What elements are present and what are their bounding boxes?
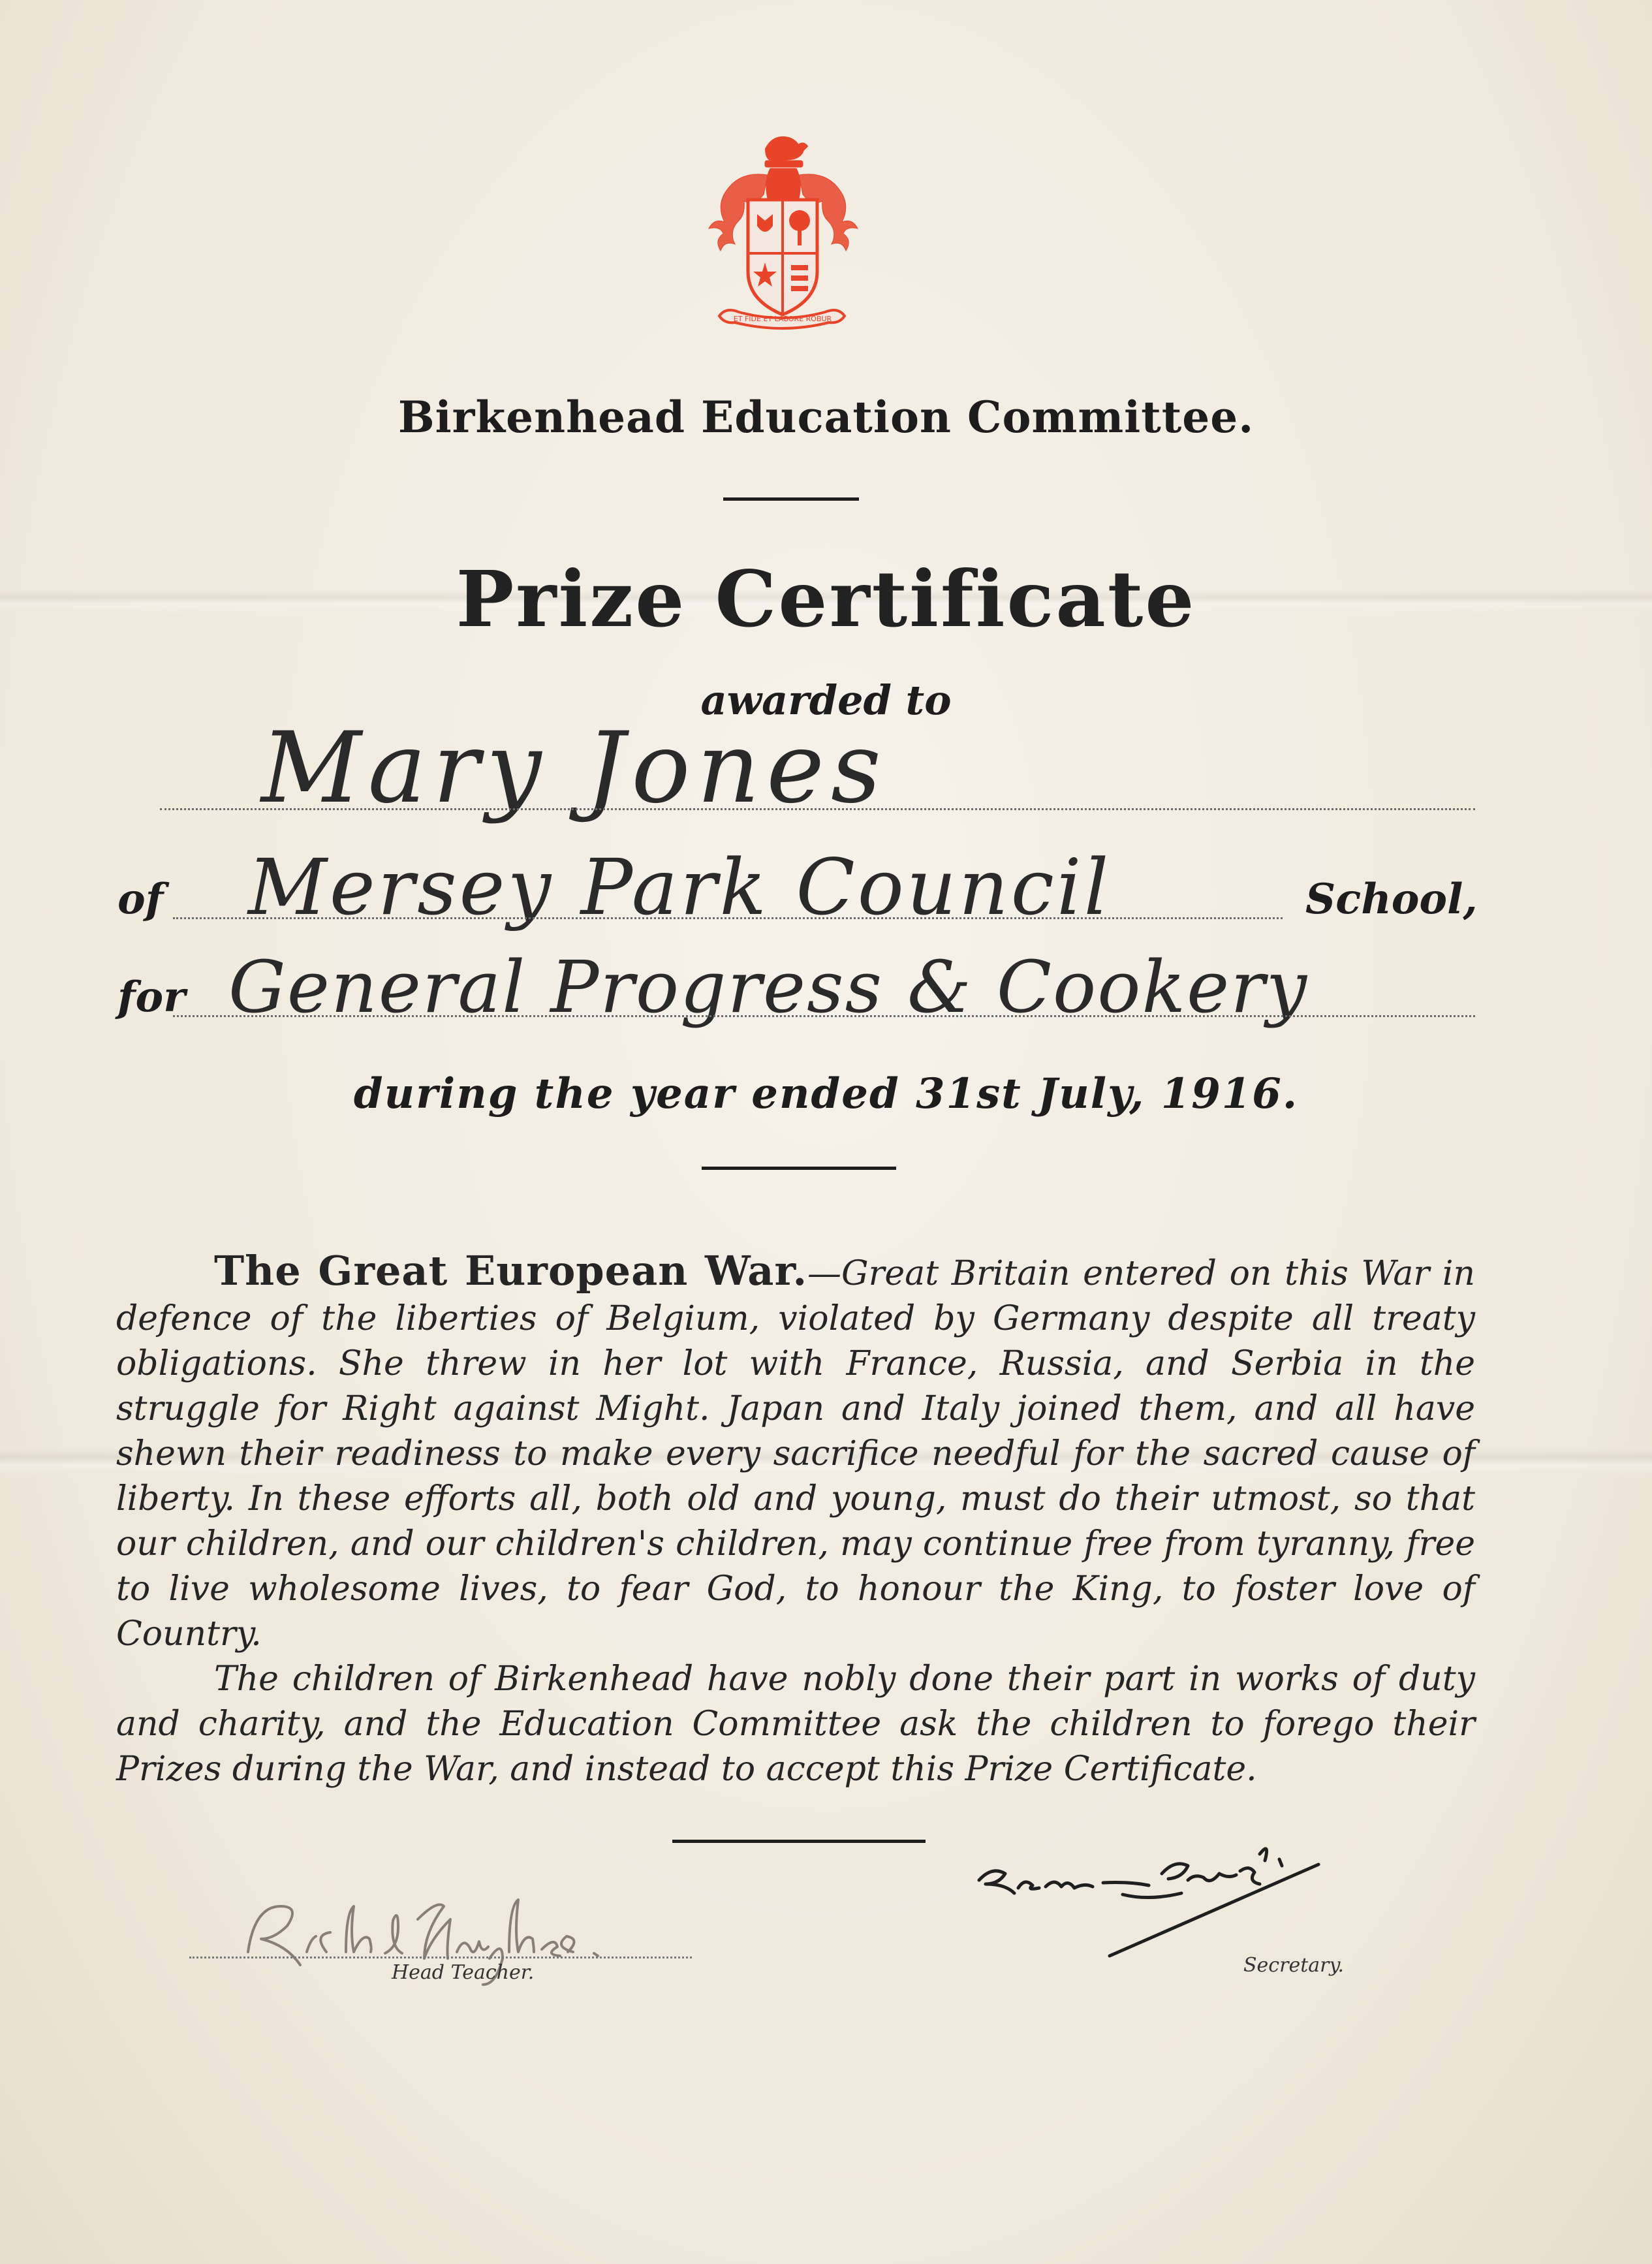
head-teacher-signature-line: [189, 1957, 692, 1958]
divider: [723, 497, 859, 501]
school-dotted-line: [173, 917, 1283, 919]
secretary-label: Secretary.: [1243, 1954, 1344, 1977]
body-paragraph-1: [116, 1248, 1475, 1657]
school-label: School,: [1305, 875, 1478, 924]
award-reason: General Progress & Cookery: [228, 945, 1308, 1029]
divider: [702, 1167, 896, 1170]
of-label: of: [117, 875, 164, 924]
certificate-body: [116, 1248, 1475, 1792]
awarded-to-label: awarded to: [700, 676, 952, 724]
body-paragraph-2: The children of Birkenhead have nobly done their part in works of duty and charity, and the Education Committee ask the children to forego their Prizes during the War, and instead to accept this Prize Certificate.: [116, 1659, 1475, 1789]
for-label: for: [117, 973, 185, 1022]
name-dotted-line: [160, 808, 1475, 810]
reason-dotted-line: [173, 1015, 1475, 1017]
secretary-signature: [973, 1834, 1377, 1972]
head-teacher-label: Head Teacher.: [392, 1961, 535, 1984]
committee-heading: Birkenhead Education Committee.: [397, 392, 1255, 443]
body-heading: The Great European War.: [214, 1247, 808, 1295]
school-name: Mersey Park Council: [248, 842, 1112, 932]
body-paragraph-1-text: —Great Britain entered on this War in defence of the liberties of Belgium, violated by Germany despite all treaty obligations. She threw in her lot with France, Russia, and Serbia in the struggle for Right against Might. Japan and Italy joined them, and all have shewn their readiness to make every sacrifice needful for the sacred cause of liberty. In these efforts all, both old and young, must do their utmost, so that our children, and our children's children, may continue free from tyranny, free to live wholesome lives, to fear God, to honour the King, to foster love of Country.: [116, 1254, 1475, 1654]
divider: [672, 1840, 926, 1843]
award-period: during the year ended 31st July, 1916.: [353, 1069, 1299, 1118]
recipient-name: Mary Jones: [261, 712, 888, 825]
crest-motto: ET FIDE ET LABORE ROBUR: [733, 315, 832, 323]
coat-of-arms-icon: [697, 123, 868, 338]
certificate-title: Prize Certificate: [456, 554, 1196, 644]
